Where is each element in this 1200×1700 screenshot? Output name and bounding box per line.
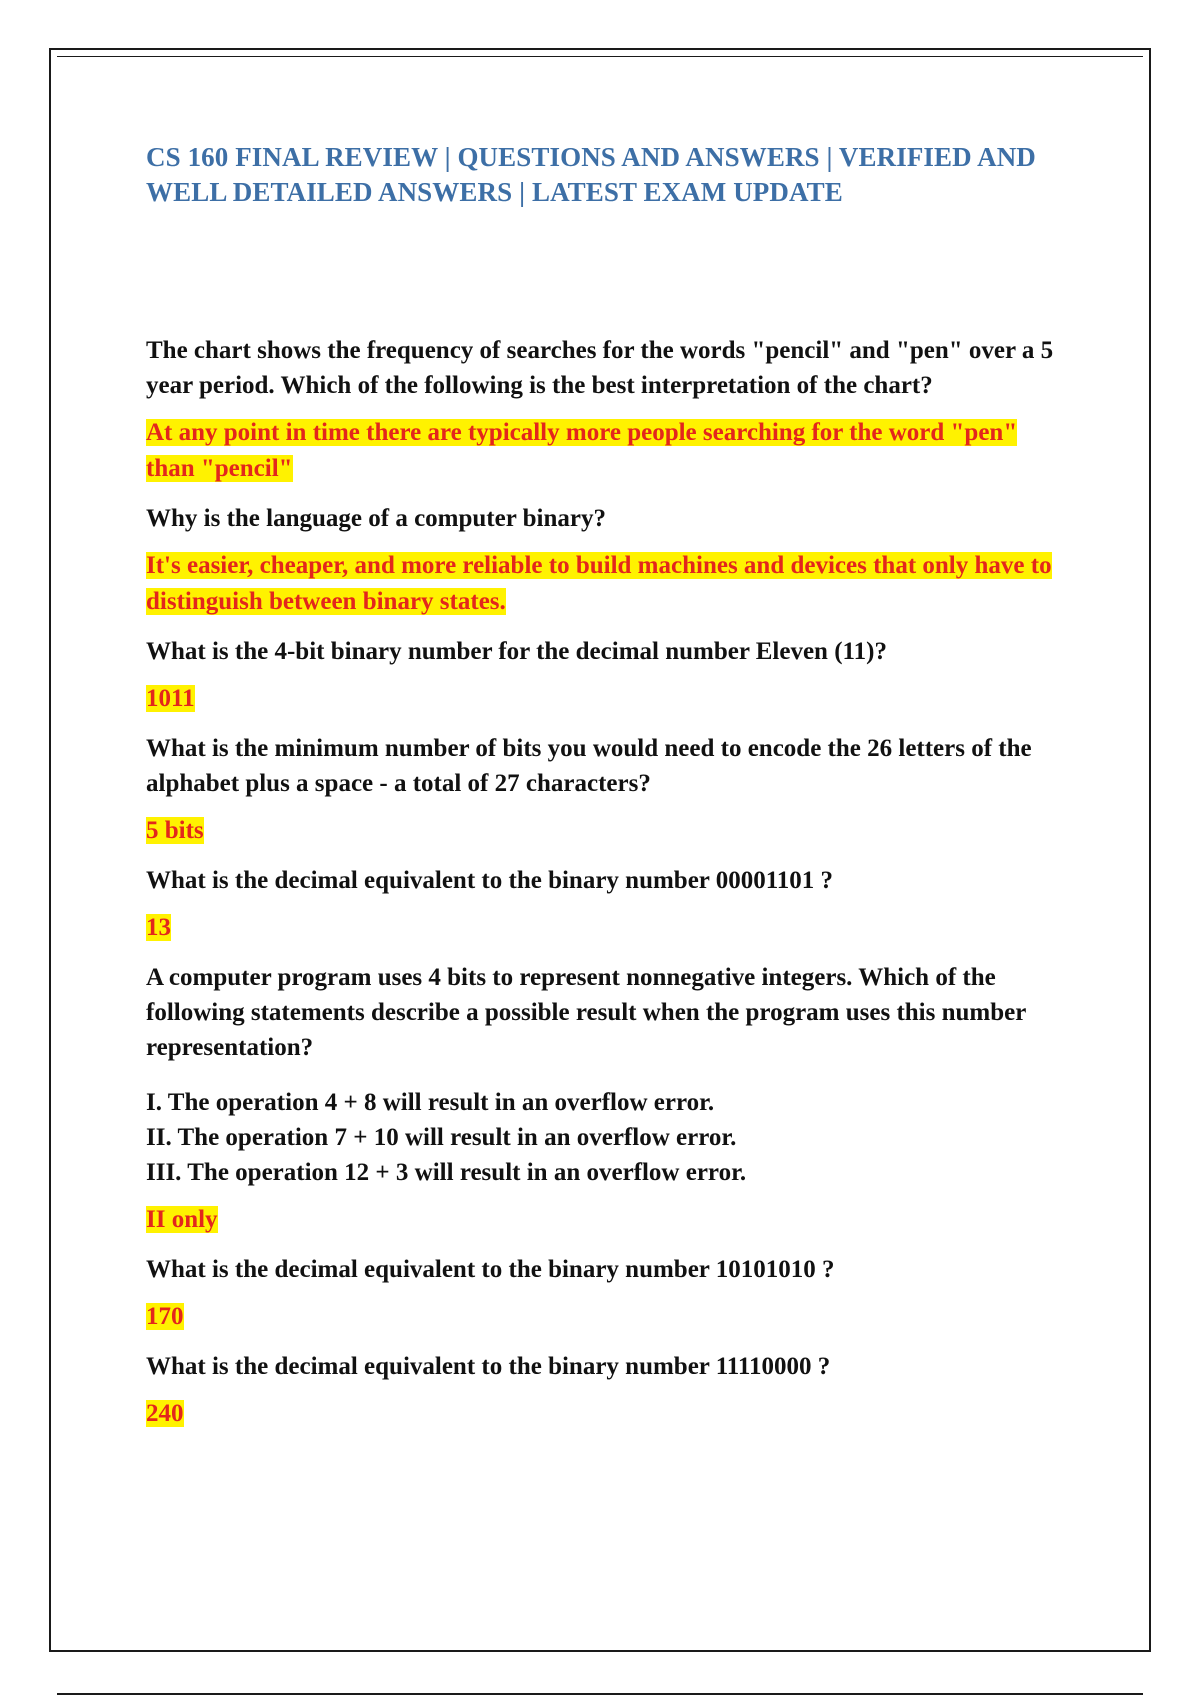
answer-highlight: 5 bits <box>146 817 204 844</box>
statement-item: I. The operation 4 + 8 will result in an overflow error. <box>146 1089 715 1116</box>
answer-text <box>146 681 1066 717</box>
qa-item <box>146 501 1066 620</box>
statement-item: II. The operation 7 + 10 will result in an overflow error. <box>146 1124 737 1151</box>
answer-text <box>146 548 1066 620</box>
question-text: Why is the language of a computer binary? <box>146 505 606 532</box>
bottom-rule <box>57 1693 1143 1695</box>
answer-text <box>146 415 1066 487</box>
answer-text <box>146 1299 1066 1335</box>
qa-item <box>146 731 1066 849</box>
question-text: What is the 4-bit binary number for the decimal number Eleven (11)? <box>146 638 887 665</box>
question-text: A computer program uses 4 bits to represent nonnegative integers. Which of the following statements describe a possible result when the program uses this number representation? <box>146 964 1026 1061</box>
answer-text <box>146 1396 1066 1432</box>
question-text: What is the decimal equivalent to the binary number 11110000 ? <box>146 1353 831 1380</box>
answer-highlight: It's easier, cheaper, and more reliable to build machines and devices that only have to distinguish between binary states. <box>146 552 1052 615</box>
question-text: What is the decimal equivalent to the binary number 10101010 ? <box>146 1256 835 1283</box>
statement-list <box>146 1085 1066 1190</box>
answer-text <box>146 813 1066 849</box>
qa-item <box>146 634 1066 717</box>
question-text: The chart shows the frequency of searches for the words "pencil" and "pen" over a 5 year period. Which of the following is the best interpretation of the chart? <box>146 337 1054 399</box>
answer-highlight: 240 <box>146 1400 184 1427</box>
answer-text <box>146 910 1066 946</box>
qa-item <box>146 333 1066 487</box>
answer-highlight: 170 <box>146 1303 184 1330</box>
qa-item <box>146 1349 1066 1432</box>
question-text: What is the decimal equivalent to the binary number 00001101 ? <box>146 867 834 894</box>
qa-item <box>146 960 1066 1238</box>
statement-item: III. The operation 12 + 3 will result in an overflow error. <box>146 1159 747 1186</box>
document-body <box>146 140 1066 1446</box>
qa-item <box>146 1252 1066 1335</box>
answer-highlight: II only <box>146 1206 218 1233</box>
answer-highlight: 1011 <box>146 685 195 712</box>
answer-text <box>146 1202 1066 1238</box>
qa-item <box>146 863 1066 946</box>
top-rule <box>57 56 1143 57</box>
document-title: CS 160 FINAL REVIEW | QUESTIONS AND ANSWERS | VERIFIED AND WELL DETAILED ANSWERS | LATEST EXAM UPDATE <box>146 142 1036 207</box>
answer-highlight: 13 <box>146 914 171 941</box>
answer-highlight: At any point in time there are typically more people searching for the word "pen" than "pencil" <box>146 419 1018 482</box>
question-text: What is the minimum number of bits you would need to encode the 26 letters of the alphabet plus a space - a total of 27 characters? <box>146 735 1032 797</box>
qa-list <box>146 333 1066 1432</box>
